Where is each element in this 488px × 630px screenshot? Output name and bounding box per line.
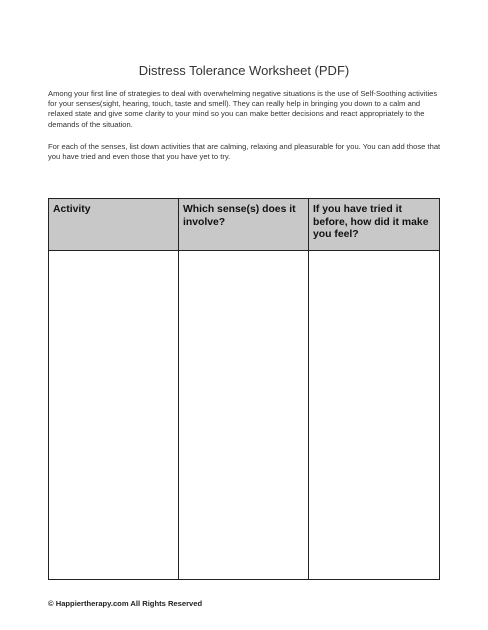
header-feelings: If you have tried it before, how did it make you feel? [309,199,440,251]
table-header-row [49,199,440,251]
instructions-paragraph: For each of the senses, list down activities that are calming, relaxing and pleasurable for you. You can add those that you have tried and even those that you have yet to try. [48,142,441,162]
page-title: Distress Tolerance Worksheet (PDF) [138,63,350,78]
header-senses: Which sense(s) does it involve? [179,199,309,251]
worksheet-table [48,198,440,580]
intro-paragraph: Among your first line of strategies to deal with overwhelming negative situations is the use of Self-Soothing activities for your senses(sight, hearing, touch, taste and smell). They can really help in bringing you down to a calm and relaxed state and give some clarity to your mind so you can make better decisions and react appropriately to the demands of the situation. [48,89,438,129]
header-activity: Activity [49,199,179,251]
feelings-cell[interactable] [309,251,440,580]
copyright-footer: © Happiertherapy.com All Rights Reserved [48,599,203,608]
senses-cell[interactable] [179,251,309,580]
table-row [49,251,440,580]
activity-cell[interactable] [49,251,179,580]
